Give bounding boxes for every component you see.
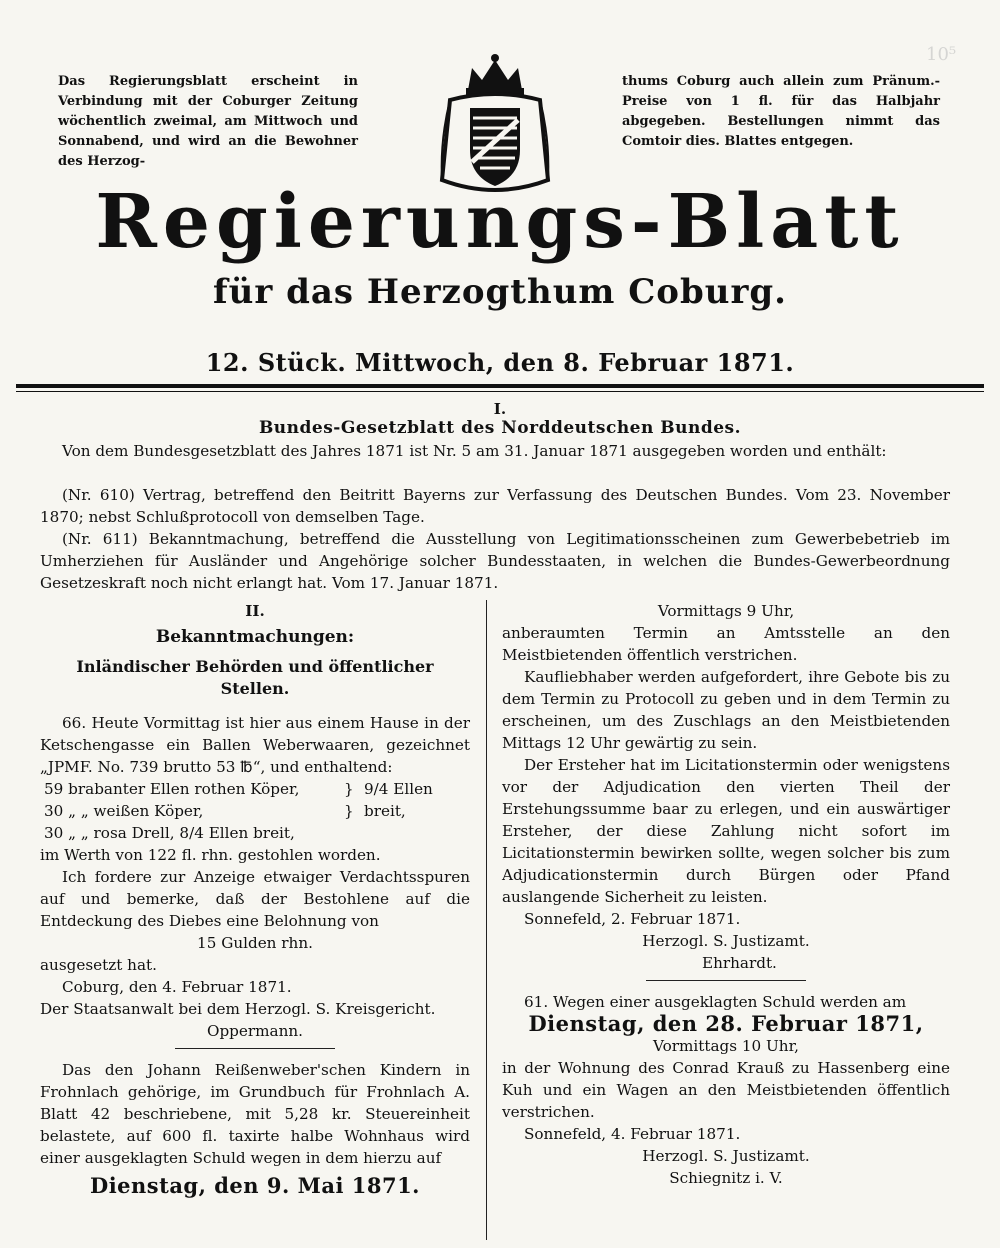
notice-61-text: in der Wohnung des Conrad Krauß zu Hassenberg eine Kuh und ein Wagen an den Meistbietenden öffentlich verstrichen. xyxy=(502,1059,950,1121)
section-heading-2: Bekanntmachungen: xyxy=(155,627,355,647)
notice-66-reward: 15 Gulden rhn. xyxy=(197,934,313,952)
column-divider xyxy=(486,600,487,1240)
section1-item-611: (Nr. 611) Bekanntmachung, betreffend die Ausstellung von Legitimationsscheinen zum Gewerbebetrieb im Umherziehen für Ausländer und Angehörige solcher Bundesstaaten, in welchen die Bundes-Gewerbeordnung Gesetzeskraft noch nicht erlangt hat. Vom 17. Januar 1871. xyxy=(40,530,950,592)
notice-61-time: Vormittags 10 Uhr, xyxy=(653,1037,799,1055)
section1-intro: Von dem Bundesgesetzblatt des Jahres 1871 ist Nr. 5 am 31. Januar 1871 ausgegeben worden und enthält: xyxy=(62,442,887,460)
auction-notice-date: Dienstag, den 9. Mai 1871. xyxy=(89,1173,420,1198)
section-heading-1: Bundes-Gesetzblatt des Norddeutschen Bundes. xyxy=(258,418,742,438)
notice-66-intro: 66. Heute Vormittag ist hier aus einem Hause in der Ketschengasse ein Ballen Weberwaaren, gezeichnet „JPMF. No. 739 brutto 53 ℔“, und enthaltend: xyxy=(40,714,470,776)
notice-divider xyxy=(175,1048,335,1049)
section-numeral-2: II. xyxy=(245,602,265,620)
notice-66-row-3: 30 „ „ rosa Drell, 8/4 Ellen breit, xyxy=(44,824,295,842)
auction-place: Sonnefeld, 2. Februar 1871. xyxy=(524,910,741,928)
brace-icon: } xyxy=(344,780,354,798)
newspaper-title: Regierungs-Blatt xyxy=(95,179,905,265)
notice-divider xyxy=(646,980,806,981)
bleed-through-mark: 10⁵ xyxy=(926,44,957,65)
auction-office: Herzogl. S. Justizamt. xyxy=(642,932,810,950)
notice-66-row-2 xyxy=(40,800,470,822)
notice-61-date: Dienstag, den 28. Februar 1871, xyxy=(528,1011,924,1036)
notice-61-signature: Schiegnitz i. V. xyxy=(669,1169,783,1187)
section-subheading-2: Inländischer Behörden und öffentlicher Stellen. xyxy=(76,657,434,698)
auction-notice-text: Das den Johann Reißenweber'schen Kindern in Frohnlach gehörige, im Grundbuch für Frohnlach A. Blatt 42 beschriebene, mit 5,28 kr. Steuereinheit belastete, auf 600 fl. taxirte halbe Wohnhaus wird einer ausgeklagten Schuld wegen in dem hierzu auf xyxy=(40,1061,470,1167)
notice-66-office: Der Staatsanwalt bei dem Herzogl. S. Kreisgericht. xyxy=(40,1000,436,1018)
notice-66-request: Ich fordere zur Anzeige etwaiger Verdachtsspuren auf und bemerke, daß der Bestohlene auf die Entdeckung des Diebes eine Belohnung von xyxy=(40,868,470,930)
section1-item-610: (Nr. 610) Vertrag, betreffend den Beitritt Bayerns zur Verfassung des Deutschen Bundes. Vom 23. November 1870; nebst Schlußprotocoll von demselben Tage. xyxy=(40,486,950,526)
notice-66-row-2-text: 30 „ „ weißen Köper, xyxy=(44,802,204,820)
issue-line: 12. Stück. Mittwoch, den 8. Februar 1871. xyxy=(205,348,795,377)
notice-61-intro: 61. Wegen einer ausgeklagten Schuld werden am xyxy=(524,993,907,1011)
left-column xyxy=(40,600,470,1197)
newspaper-subtitle: für das Herzogthum Coburg. xyxy=(212,272,788,312)
auction-time: Vormittags 9 Uhr, xyxy=(657,602,795,620)
subscription-notice-left: Das Regierungsblatt erscheint in Verbindung mit der Coburger Zeitung wöchentlich zweimal, am Mittwoch und Sonnabend, und wird an die Bewohner des Herzog- xyxy=(58,74,358,169)
notice-61-office: Herzogl. S. Justizamt. xyxy=(642,1147,810,1165)
subscription-notice-right: thums Coburg auch allein zum Pränum.-Preise von 1 fl. für das Halbjahr abgegeben. Bestellungen nimmt das Comtoir dies. Blattes entgegen. xyxy=(622,74,940,149)
auction-paragraph-3: Der Ersteher hat im Licitationstermin oder wenigstens vor der Adjudication den vierten Theil der Erstehungssumme baar zu erlegen, und ein auswärtiger Ersteher, der diese Zahlung nicht sofort im Licitationstermin bewirken sollte, wegen solcher bis zum Adjudicationstermin durch Bürgen oder Pfand auslangende Sicherheit zu leisten. xyxy=(502,756,950,906)
notice-66-place: Coburg, den 4. Februar 1871. xyxy=(62,978,292,996)
notice-66-row-1-width: 9/4 Ellen xyxy=(364,780,433,798)
notice-66-set: ausgesetzt hat. xyxy=(40,956,157,974)
header-rule-thick xyxy=(16,384,984,388)
notice-66-signature: Oppermann. xyxy=(207,1022,303,1040)
notice-66-value: im Werth von 122 fl. rhn. gestohlen worden. xyxy=(40,846,381,864)
brace-icon: } xyxy=(344,802,354,820)
notice-61-place: Sonnefeld, 4. Februar 1871. xyxy=(524,1125,741,1143)
notice-66-row-1 xyxy=(40,778,470,800)
notice-66-row-2-width: breit, xyxy=(364,802,406,820)
auction-paragraph-2: Kaufliebhaber werden aufgefordert, ihre Gebote bis zu dem Termin zu Protocoll zu geben und in dem Termin zu erscheinen, um des Zuschlags an den Meistbietenden Mittags 12 Uhr gewärtig zu sein. xyxy=(502,668,950,752)
notice-66-row-1-text: 59 brabanter Ellen rothen Köper, xyxy=(44,780,300,798)
auction-signature: Ehrhardt. xyxy=(702,954,777,972)
right-column xyxy=(502,600,950,1189)
section-numeral-1: I. xyxy=(493,400,507,418)
header-rule-thin xyxy=(16,391,984,392)
auction-paragraph-1: anberaumten Termin an Amtsstelle an den Meistbietenden öffentlich verstrichen. xyxy=(502,624,950,664)
